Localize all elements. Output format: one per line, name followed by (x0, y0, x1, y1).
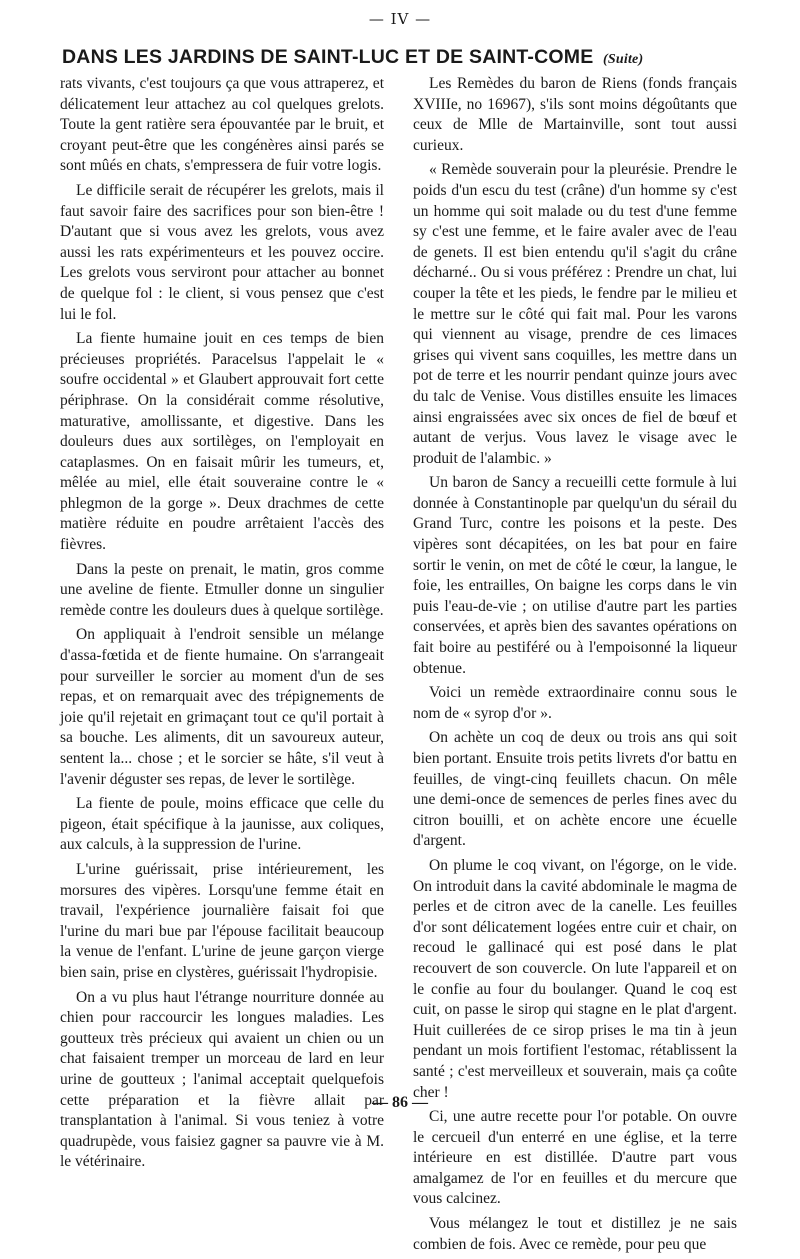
paragraph: Vous mélangez le tout et distillez je ne sais combien de fois. Avec ce remède, pour peu que (413, 1215, 737, 1253)
paragraph: On a vu plus haut l'étrange nourriture donnée au chien pour raccourcir les longues maladies. Les goutteux très précieux qui avaient un chien ou un chat faisaient tremper un morceau de lard en leur urine de goutteux ; l'animal acceptait quelquefois cette préparation et la fièvre allait par transplantation à l'animal. Si vous teniez à votre quadrupède, vous faisiez gagner sa pauvre vie à M. le vétérinaire. (60, 988, 384, 1171)
paragraph: Voici un remède extraordinaire connu sous le nom de « syrop d'or ». (413, 684, 737, 722)
right-column (413, 74, 737, 1259)
paragraph: Les Remèdes du baron de Riens (fonds français XVIIIe, no 16967), s'ils sont moins dégoûtants que ceux de Mlle de Martainville, sont tout aussi curieux. (413, 75, 737, 154)
page-number-roman: — IV — (368, 10, 432, 28)
running-title (62, 46, 752, 69)
left-column (60, 74, 384, 1177)
running-title-suite: (Suite) (603, 52, 644, 67)
paragraph: La fiente de poule, moins efficace que celle du pigeon, était spécifique à la jaunisse, aux coliques, aux calculs, à la suppression de l'urine. (60, 795, 384, 854)
paragraph: « Remède souverain pour la pleurésie. Prendre le poids d'un escu du test (crâne) d'un homme sy c'est un homme qui soit malade ou du test d'une femme sy c'est une femme, et le faire avaler avec de l'eau de genets. Il est bien entendu qu'il s'agit du crâne décharné.. Ou si vous préférez : Prendre un chat, lui couper la tête et les pieds, le fendre par le milieu et le mettre sur le côté qui fait mal. Pour les varons qui viennent au visage, prendre de ces limaces grises qui vivent sans coquilles, les mettre dans un pot de terre et les nourrir pendant quinze jours avec du talc de Venise. Vous distilles ensuite les limaces ainsi engraissées avec six onces de fiel de bœuf et autant de verjus. Vous lavez le visage avec le produit de l'alambic. » (413, 161, 737, 467)
paragraph: On appliquait à l'endroit sensible un mélange d'assa-fœtida et de fiente humaine. On s'arrangeait pour surveiller le sorcier au moment d'un de ses repas, et on remarquait avec des trépignements de joie qu'il rejetait en grimaçant tout ce qu'il portait à sa bouche. Les aliments, dit un savoureux auteur, sentent la... chose ; et le sorcier se hâte, s'il veut à l'avenir déguster ses repas, de lever le sortilège. (60, 626, 384, 788)
paragraph: On plume le coq vivant, on l'égorge, on le vide. On introduit dans la cavité abdominale le magma de perles et de citron avec de la canelle. Les feuilles d'or sont délicatement logées entre cuir et chair, on recoud le gallinacé qui est posé dans le plat recouvert de son couvercle. On lute l'appareil et on le confie au four du boulanger. Quand le coq est cuit, on passe le sirop qui stagne en le plat d'argent. Huit cuillerées de ce sirop prises le ma tin à jeun pendant un mois fortifient l'estomac, rétablissent la santé ; c'est merveilleux et souverain, mais ça coûte cher ! (413, 856, 737, 1101)
paragraph: Un baron de Sancy a recueilli cette formule à lui donnée à Constantinople par quelqu'un du sérail du Grand Turc, contre les poisons et la peste. Des vipères sont décapitées, on les bat pour en faire sortir le venin, on met de côté le cœur, la langue, le foie, les entrailles, On baigne les corps dans le vin puis l'eau-de-vie ; on utilise d'autre part les parties conservées, et après bien des savantes opérations on fait boire au pestiféré ou à l'empoisonné la liqueur obtenue. (413, 474, 737, 677)
running-title-text: DANS LES JARDINS DE SAINT-LUC ET DE SAINT-COME (62, 46, 594, 68)
paragraph: On achète un coq de deux ou trois ans qui soit bien portant. Ensuite trois petits livrets d'or battu en feuilles, de vingt-cinq feuillets chacun. On mêle une demi-once de semences de perles fines avec du citron bouilli, et on achète encore une écuelle d'argent. (413, 729, 737, 850)
paragraph: rats vivants, c'est toujours ça que vous attraperez, et délicatement leur attachez au col quelques grelots. Toute la gent ratière sera épouvantée par le bruit, et croyant peut-être que les congénères ainsi parés se sont mûés en chats, s'empressera de fuir votre logis. (60, 75, 384, 175)
page-folio: — 86 — (372, 1094, 428, 1111)
paragraph: L'urine guérissait, prise intérieurement, les morsures des vipères. Lorsqu'une femme était en travail, l'expérience journalière faisait foi que l'urine du mari bue par l'épouse facilitait beaucoup la venue de l'enfant. L'urine de jeune garçon vierge bien sain, prise en clystères, guérissait l'hydropisie. (60, 860, 384, 981)
paragraph: Le difficile serait de récupérer les grelots, mais il faut savoir faire des sacrifices pour son bien-être ! D'autant que si vous avez les grelots, vous avez aussi les rats expérimenteurs et les pouvez occire. Les grelots vous serviront pour attacher au bonnet de quelque fol : le client, si vous pensez que c'est lui le fol. (60, 181, 384, 323)
paragraph: Ci, une autre recette pour l'or potable. On ouvre le cercueil d'un enterré en une église, et la terre intérieure en est distillée. D'autre part vous amalgamez de l'or en feuilles et du mercure que vous calcinez. (413, 1108, 737, 1208)
paragraph: Dans la peste on prenait, le matin, gros comme une aveline de fiente. Etmuller donne un singulier remède contre les douleurs dues à quelque sortilège. (60, 560, 384, 619)
paragraph: La fiente humaine jouit en ces temps de bien précieuses propriétés. Paracelsus l'appelait le « soufre occidental » et Glaubert approuvait fort cette périphrase. On la considérait comme résolutive, maturative, amollissante, et digestive. Dans les douleurs dues aux sortilèges, on l'employait en cataplasmes. On en faisait mûrir les tumeurs, et, mêlée au miel, elle était souveraine contre le « phlegmon de la gorge ». Deux drachmes de cette matière réduite en poudre arrêtaient l'accès des fièvres. (60, 330, 384, 554)
